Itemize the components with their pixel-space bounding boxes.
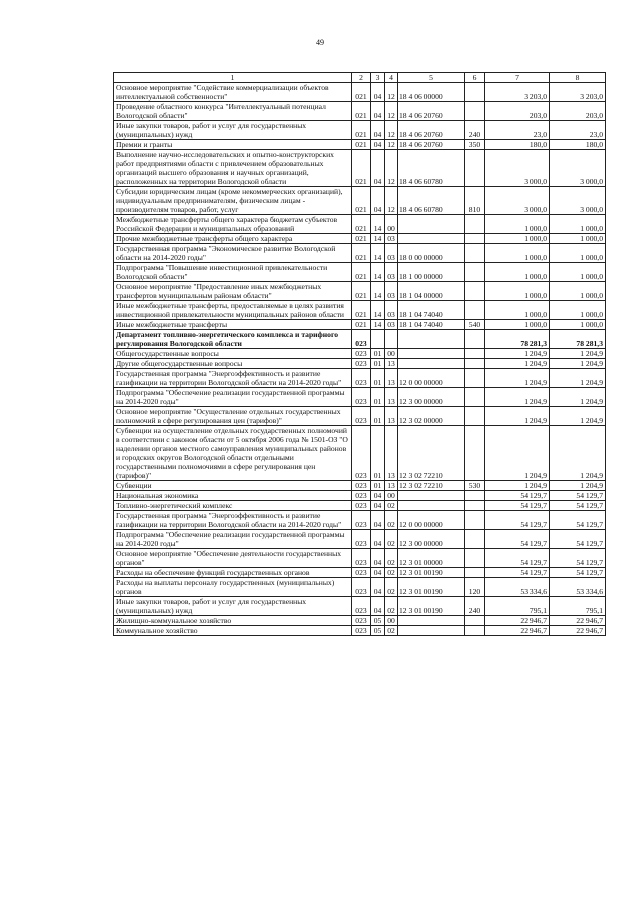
amount-2017-cell: 1 000,0 — [485, 320, 550, 330]
amount-2017-cell: 78 281,3 — [485, 330, 550, 349]
glava-cell: 023 — [352, 626, 371, 636]
header-cell: 1 — [114, 73, 352, 83]
glava-cell: 023 — [352, 568, 371, 578]
amount-2017-cell: 1 204,9 — [485, 426, 550, 481]
amount-2018-cell: 53 334,6 — [550, 578, 606, 597]
razdel-cell: 04 — [371, 597, 385, 616]
podrazdel-cell: 12 — [385, 121, 398, 140]
target-article-cell: 12 3 01 00190 — [398, 568, 465, 578]
table-row — [114, 549, 606, 568]
amount-2017-cell: 23,0 — [485, 121, 550, 140]
amount-2017-cell: 1 000,0 — [485, 244, 550, 263]
glava-cell: 021 — [352, 234, 371, 244]
table-row — [114, 369, 606, 388]
table-row — [114, 407, 606, 426]
razdel-cell: 14 — [371, 263, 385, 282]
amount-2018-cell: 1 204,9 — [550, 369, 606, 388]
podrazdel-cell: 13 — [385, 388, 398, 407]
amount-2018-cell: 3 000,0 — [550, 150, 606, 187]
podrazdel-cell: 02 — [385, 549, 398, 568]
table-row — [114, 140, 606, 150]
podrazdel-cell — [385, 330, 398, 349]
razdel-cell: 04 — [371, 511, 385, 530]
podrazdel-cell: 00 — [385, 491, 398, 501]
target-article-cell: 12 0 00 00000 — [398, 511, 465, 530]
amount-2017-cell: 203,0 — [485, 102, 550, 121]
amount-2017-cell: 3 000,0 — [485, 187, 550, 215]
glava-cell: 021 — [352, 83, 371, 102]
amount-2017-cell: 1 000,0 — [485, 301, 550, 320]
row-name-cell: Основное мероприятие "Осуществление отдельных государственных полномочий в сфере регулирования цен (тарифов)" — [114, 407, 352, 426]
target-article-cell: 18 0 00 00000 — [398, 244, 465, 263]
table-row — [114, 244, 606, 263]
table-row — [114, 491, 606, 501]
glava-cell: 023 — [352, 616, 371, 626]
header-cell: 7 — [485, 73, 550, 83]
amount-2017-cell: 1 204,9 — [485, 349, 550, 359]
razdel-cell: 14 — [371, 320, 385, 330]
header-cell: 6 — [465, 73, 485, 83]
amount-2018-cell: 1 204,9 — [550, 349, 606, 359]
amount-2017-cell: 1 204,9 — [485, 369, 550, 388]
expense-type-cell — [465, 349, 485, 359]
podrazdel-cell: 12 — [385, 102, 398, 121]
amount-2017-cell: 54 129,7 — [485, 511, 550, 530]
target-article-cell: 12 0 00 00000 — [398, 369, 465, 388]
podrazdel-cell: 02 — [385, 511, 398, 530]
expense-type-cell — [465, 369, 485, 388]
row-name-cell: Иные межбюджетные трансферты — [114, 320, 352, 330]
row-name-cell: Подпрограмма "Обеспечение реализации государственной программы на 2014-2020 годы" — [114, 530, 352, 549]
target-article-cell: 12 3 02 72210 — [398, 481, 465, 491]
glava-cell: 023 — [352, 481, 371, 491]
target-article-cell: 18 1 04 74040 — [398, 320, 465, 330]
podrazdel-cell: 02 — [385, 501, 398, 511]
glava-cell: 023 — [352, 369, 371, 388]
row-name-cell: Подпрограмма "Повышение инвестиционной привлекательности Вологодской области" — [114, 263, 352, 282]
podrazdel-cell: 03 — [385, 320, 398, 330]
glava-cell: 021 — [352, 301, 371, 320]
podrazdel-cell: 03 — [385, 234, 398, 244]
amount-2018-cell: 203,0 — [550, 102, 606, 121]
podrazdel-cell: 13 — [385, 481, 398, 491]
page-number: 49 — [316, 38, 324, 47]
glava-cell: 021 — [352, 150, 371, 187]
target-article-cell: 18 4 06 60780 — [398, 150, 465, 187]
expense-type-cell — [465, 549, 485, 568]
row-name-cell: Прочие межбюджетные трансферты общего характера — [114, 234, 352, 244]
amount-2017-cell: 54 129,7 — [485, 549, 550, 568]
glava-cell: 021 — [352, 140, 371, 150]
target-article-cell: 18 1 00 00000 — [398, 263, 465, 282]
target-article-cell: 12 3 01 00190 — [398, 597, 465, 616]
expense-type-cell — [465, 491, 485, 501]
podrazdel-cell: 03 — [385, 244, 398, 263]
podrazdel-cell: 13 — [385, 369, 398, 388]
expense-type-cell — [465, 407, 485, 426]
expense-type-cell — [465, 244, 485, 263]
amount-2018-cell: 1 000,0 — [550, 244, 606, 263]
podrazdel-cell: 03 — [385, 301, 398, 320]
podrazdel-cell: 12 — [385, 150, 398, 187]
row-name-cell: Топливно-энергетический комплекс — [114, 501, 352, 511]
header-cell: 4 — [385, 73, 398, 83]
podrazdel-cell: 13 — [385, 426, 398, 481]
row-name-cell: Государственная программа "Экономическое развитие Вологодской области на 2014-2020 годы" — [114, 244, 352, 263]
expense-type-cell — [465, 530, 485, 549]
expense-type-cell — [465, 301, 485, 320]
razdel-cell: 01 — [371, 349, 385, 359]
razdel-cell: 04 — [371, 549, 385, 568]
amount-2017-cell: 22 946,7 — [485, 626, 550, 636]
expense-type-cell: 810 — [465, 187, 485, 215]
target-article-cell: 12 3 02 72210 — [398, 426, 465, 481]
podrazdel-cell: 02 — [385, 626, 398, 636]
expense-type-cell — [465, 330, 485, 349]
target-article-cell — [398, 616, 465, 626]
row-name-cell: Подпрограмма "Обеспечение реализации государственной программы на 2014-2020 годы" — [114, 388, 352, 407]
amount-2018-cell: 54 129,7 — [550, 501, 606, 511]
target-article-cell: 18 4 06 00000 — [398, 83, 465, 102]
glava-cell: 023 — [352, 330, 371, 349]
razdel-cell: 14 — [371, 244, 385, 263]
razdel-cell: 14 — [371, 215, 385, 234]
target-article-cell: 18 1 04 00000 — [398, 282, 465, 301]
amount-2017-cell: 1 000,0 — [485, 215, 550, 234]
razdel-cell: 04 — [371, 491, 385, 501]
razdel-cell: 01 — [371, 407, 385, 426]
glava-cell: 021 — [352, 263, 371, 282]
amount-2018-cell: 1 204,9 — [550, 426, 606, 481]
row-name-cell: Субвенции на осуществление отдельных государственных полномочий в соответствии с законом области от 5 октября 2006 года № 1501-ОЗ "О наделении органов местного самоуправления муниципальных районов и городских округов Вологодской области отдельными государственными полномочиями в сфере регулирования цен (тарифов)" — [114, 426, 352, 481]
glava-cell: 023 — [352, 388, 371, 407]
target-article-cell — [398, 215, 465, 234]
row-name-cell: Субсидии юридическим лицам (кроме некоммерческих организаций), индивидуальным предпринимателям, физическим лицам - производителям товаров, работ, услуг — [114, 187, 352, 215]
table-row — [114, 330, 606, 349]
glava-cell: 023 — [352, 426, 371, 481]
table-row — [114, 597, 606, 616]
razdel-cell: 04 — [371, 578, 385, 597]
row-name-cell: Выполнение научно-исследовательских и опытно-конструкторских работ предприятиями области с привлечением образовательных организаций высшего образования и научных организаций, расположенных на территории Вологодской области — [114, 150, 352, 187]
razdel-cell: 05 — [371, 626, 385, 636]
expense-type-cell — [465, 616, 485, 626]
razdel-cell: 01 — [371, 481, 385, 491]
glava-cell: 021 — [352, 215, 371, 234]
razdel-cell: 01 — [371, 426, 385, 481]
header-row — [114, 73, 606, 83]
amount-2018-cell: 54 129,7 — [550, 511, 606, 530]
glava-cell: 023 — [352, 491, 371, 501]
target-article-cell — [398, 234, 465, 244]
glava-cell: 023 — [352, 501, 371, 511]
podrazdel-cell: 12 — [385, 187, 398, 215]
amount-2018-cell: 1 204,9 — [550, 407, 606, 426]
table-row — [114, 121, 606, 140]
table-row — [114, 426, 606, 481]
amount-2017-cell: 22 946,7 — [485, 616, 550, 626]
razdel-cell: 01 — [371, 369, 385, 388]
podrazdel-cell: 02 — [385, 530, 398, 549]
amount-2017-cell: 54 129,7 — [485, 530, 550, 549]
table-row — [114, 102, 606, 121]
amount-2017-cell: 54 129,7 — [485, 491, 550, 501]
expense-type-cell — [465, 426, 485, 481]
table-row — [114, 187, 606, 215]
podrazdel-cell: 12 — [385, 83, 398, 102]
table-row — [114, 626, 606, 636]
table-row — [114, 234, 606, 244]
podrazdel-cell: 12 — [385, 140, 398, 150]
amount-2018-cell: 23,0 — [550, 121, 606, 140]
podrazdel-cell: 13 — [385, 359, 398, 369]
row-name-cell: Расходы на обеспечение функций государственных органов — [114, 568, 352, 578]
podrazdel-cell: 02 — [385, 578, 398, 597]
amount-2017-cell: 1 204,9 — [485, 388, 550, 407]
row-name-cell: Иные закупки товаров, работ и услуг для государственных (муниципальных) нужд — [114, 597, 352, 616]
podrazdel-cell: 00 — [385, 349, 398, 359]
razdel-cell: 04 — [371, 568, 385, 578]
row-name-cell: Общегосударственные вопросы — [114, 349, 352, 359]
amount-2017-cell: 1 204,9 — [485, 481, 550, 491]
amount-2017-cell: 54 129,7 — [485, 568, 550, 578]
amount-2018-cell: 1 204,9 — [550, 388, 606, 407]
row-name-cell: Иные закупки товаров, работ и услуг для государственных (муниципальных) нужд — [114, 121, 352, 140]
target-article-cell: 18 4 06 20760 — [398, 121, 465, 140]
row-name-cell: Расходы на выплаты персоналу государственных (муниципальных) органов — [114, 578, 352, 597]
razdel-cell: 14 — [371, 234, 385, 244]
target-article-cell: 18 1 04 74040 — [398, 301, 465, 320]
amount-2018-cell: 54 129,7 — [550, 568, 606, 578]
row-name-cell: Проведение областного конкурса "Интеллектуальный потенциал Вологодской области" — [114, 102, 352, 121]
expense-type-cell: 350 — [465, 140, 485, 150]
expense-type-cell — [465, 83, 485, 102]
razdel-cell: 04 — [371, 140, 385, 150]
table-row — [114, 481, 606, 491]
razdel-cell: 04 — [371, 150, 385, 187]
amount-2017-cell: 1 204,9 — [485, 359, 550, 369]
row-name-cell: Коммунальное хозяйство — [114, 626, 352, 636]
amount-2018-cell: 1 000,0 — [550, 320, 606, 330]
razdel-cell: 04 — [371, 530, 385, 549]
amount-2017-cell: 3 000,0 — [485, 150, 550, 187]
table-row — [114, 388, 606, 407]
razdel-cell: 04 — [371, 121, 385, 140]
amount-2018-cell: 54 129,7 — [550, 549, 606, 568]
expense-type-cell: 240 — [465, 597, 485, 616]
podrazdel-cell: 00 — [385, 215, 398, 234]
glava-cell: 023 — [352, 407, 371, 426]
razdel-cell: 01 — [371, 359, 385, 369]
table-row — [114, 263, 606, 282]
expense-type-cell: 540 — [465, 320, 485, 330]
table-row — [114, 616, 606, 626]
podrazdel-cell: 13 — [385, 407, 398, 426]
table-row — [114, 568, 606, 578]
target-article-cell — [398, 349, 465, 359]
table-row — [114, 320, 606, 330]
table-row — [114, 301, 606, 320]
row-name-cell: Государственная программа "Энергоэффективность и развитие газификации на территории Вологодской области на 2014-2020 годы" — [114, 511, 352, 530]
expense-type-cell — [465, 388, 485, 407]
table-row — [114, 578, 606, 597]
target-article-cell: 12 3 00 00000 — [398, 388, 465, 407]
target-article-cell — [398, 501, 465, 511]
row-name-cell: Департамент топливно-энергетического комплекса и тарифного регулирования Вологодской области — [114, 330, 352, 349]
razdel-cell: 01 — [371, 388, 385, 407]
expense-type-cell — [465, 234, 485, 244]
expense-type-cell — [465, 150, 485, 187]
amount-2018-cell: 22 946,7 — [550, 626, 606, 636]
glava-cell: 023 — [352, 549, 371, 568]
razdel-cell: 14 — [371, 282, 385, 301]
expense-type-cell — [465, 102, 485, 121]
razdel-cell: 04 — [371, 187, 385, 215]
header-cell: 8 — [550, 73, 606, 83]
budget-table — [113, 72, 606, 636]
amount-2018-cell: 1 204,9 — [550, 481, 606, 491]
target-article-cell — [398, 330, 465, 349]
amount-2018-cell: 1 000,0 — [550, 282, 606, 301]
amount-2018-cell: 795,1 — [550, 597, 606, 616]
table-row — [114, 501, 606, 511]
razdel-cell: 04 — [371, 83, 385, 102]
target-article-cell: 12 3 01 00000 — [398, 549, 465, 568]
glava-cell: 023 — [352, 349, 371, 359]
glava-cell: 021 — [352, 187, 371, 215]
table-row — [114, 349, 606, 359]
razdel-cell: 04 — [371, 501, 385, 511]
expense-type-cell — [465, 511, 485, 530]
table-row — [114, 359, 606, 369]
glava-cell: 023 — [352, 530, 371, 549]
expense-type-cell — [465, 282, 485, 301]
header-cell: 3 — [371, 73, 385, 83]
razdel-cell: 05 — [371, 616, 385, 626]
target-article-cell — [398, 491, 465, 501]
amount-2017-cell: 795,1 — [485, 597, 550, 616]
amount-2017-cell: 180,0 — [485, 140, 550, 150]
row-name-cell: Основное мероприятие "Содействие коммерциализации объектов интеллектуальной собственности" — [114, 83, 352, 102]
table-row — [114, 530, 606, 549]
amount-2017-cell: 1 000,0 — [485, 263, 550, 282]
row-name-cell: Национальная экономика — [114, 491, 352, 501]
amount-2017-cell: 54 129,7 — [485, 501, 550, 511]
header-cell: 2 — [352, 73, 371, 83]
expense-type-cell: 240 — [465, 121, 485, 140]
podrazdel-cell: 00 — [385, 616, 398, 626]
amount-2017-cell: 3 203,0 — [485, 83, 550, 102]
row-name-cell: Межбюджетные трансферты общего характера бюджетам субъектов Российской Федерации и муниципальных образований — [114, 215, 352, 234]
header-cell: 5 — [398, 73, 465, 83]
glava-cell: 023 — [352, 359, 371, 369]
row-name-cell: Основное мероприятие "Обеспечение деятельности государственных органов" — [114, 549, 352, 568]
amount-2018-cell: 22 946,7 — [550, 616, 606, 626]
row-name-cell: Жилищно-коммунальное хозяйство — [114, 616, 352, 626]
glava-cell: 021 — [352, 121, 371, 140]
target-article-cell: 18 4 06 20760 — [398, 102, 465, 121]
table-row — [114, 215, 606, 234]
amount-2018-cell: 78 281,3 — [550, 330, 606, 349]
target-article-cell: 18 4 06 60780 — [398, 187, 465, 215]
amount-2018-cell: 3 203,0 — [550, 83, 606, 102]
razdel-cell: 04 — [371, 102, 385, 121]
podrazdel-cell: 03 — [385, 263, 398, 282]
expense-type-cell — [465, 215, 485, 234]
razdel-cell — [371, 330, 385, 349]
target-article-cell: 18 4 06 20760 — [398, 140, 465, 150]
row-name-cell: Государственная программа "Энергоэффективность и развитие газификации на территории Вологодской области на 2014-2020 годы" — [114, 369, 352, 388]
amount-2017-cell: 1 204,9 — [485, 407, 550, 426]
glava-cell: 023 — [352, 511, 371, 530]
glava-cell: 021 — [352, 244, 371, 263]
row-name-cell: Иные межбюджетные трансферты, предоставляемые в целях развития инвестиционной привлекательности муниципальных районов области — [114, 301, 352, 320]
amount-2018-cell: 1 000,0 — [550, 215, 606, 234]
table-row — [114, 83, 606, 102]
podrazdel-cell: 02 — [385, 568, 398, 578]
amount-2018-cell: 180,0 — [550, 140, 606, 150]
amount-2017-cell: 1 000,0 — [485, 282, 550, 301]
expense-type-cell — [465, 263, 485, 282]
expense-type-cell: 120 — [465, 578, 485, 597]
expense-type-cell — [465, 501, 485, 511]
amount-2018-cell: 1 204,9 — [550, 359, 606, 369]
target-article-cell: 12 3 00 00000 — [398, 530, 465, 549]
amount-2018-cell: 54 129,7 — [550, 491, 606, 501]
amount-2018-cell: 54 129,7 — [550, 530, 606, 549]
expense-type-cell — [465, 626, 485, 636]
row-name-cell: Основное мероприятие "Предоставление иных межбюджетных трансфертов муниципальным районам области" — [114, 282, 352, 301]
row-name-cell: Субвенции — [114, 481, 352, 491]
amount-2018-cell: 3 000,0 — [550, 187, 606, 215]
expense-type-cell — [465, 359, 485, 369]
podrazdel-cell: 02 — [385, 597, 398, 616]
row-name-cell: Премии и гранты — [114, 140, 352, 150]
amount-2017-cell: 1 000,0 — [485, 234, 550, 244]
glava-cell: 021 — [352, 282, 371, 301]
glava-cell: 021 — [352, 102, 371, 121]
amount-2018-cell: 1 000,0 — [550, 234, 606, 244]
target-article-cell: 12 3 02 00000 — [398, 407, 465, 426]
amount-2018-cell: 1 000,0 — [550, 301, 606, 320]
table-row — [114, 511, 606, 530]
target-article-cell — [398, 359, 465, 369]
expense-type-cell: 530 — [465, 481, 485, 491]
glava-cell: 023 — [352, 597, 371, 616]
razdel-cell: 14 — [371, 301, 385, 320]
glava-cell: 021 — [352, 320, 371, 330]
table-row — [114, 150, 606, 187]
amount-2018-cell: 1 000,0 — [550, 263, 606, 282]
row-name-cell: Другие общегосударственные вопросы — [114, 359, 352, 369]
target-article-cell — [398, 626, 465, 636]
podrazdel-cell: 03 — [385, 282, 398, 301]
table-row — [114, 282, 606, 301]
expense-type-cell — [465, 568, 485, 578]
target-article-cell: 12 3 01 00190 — [398, 578, 465, 597]
glava-cell: 023 — [352, 578, 371, 597]
amount-2017-cell: 53 334,6 — [485, 578, 550, 597]
